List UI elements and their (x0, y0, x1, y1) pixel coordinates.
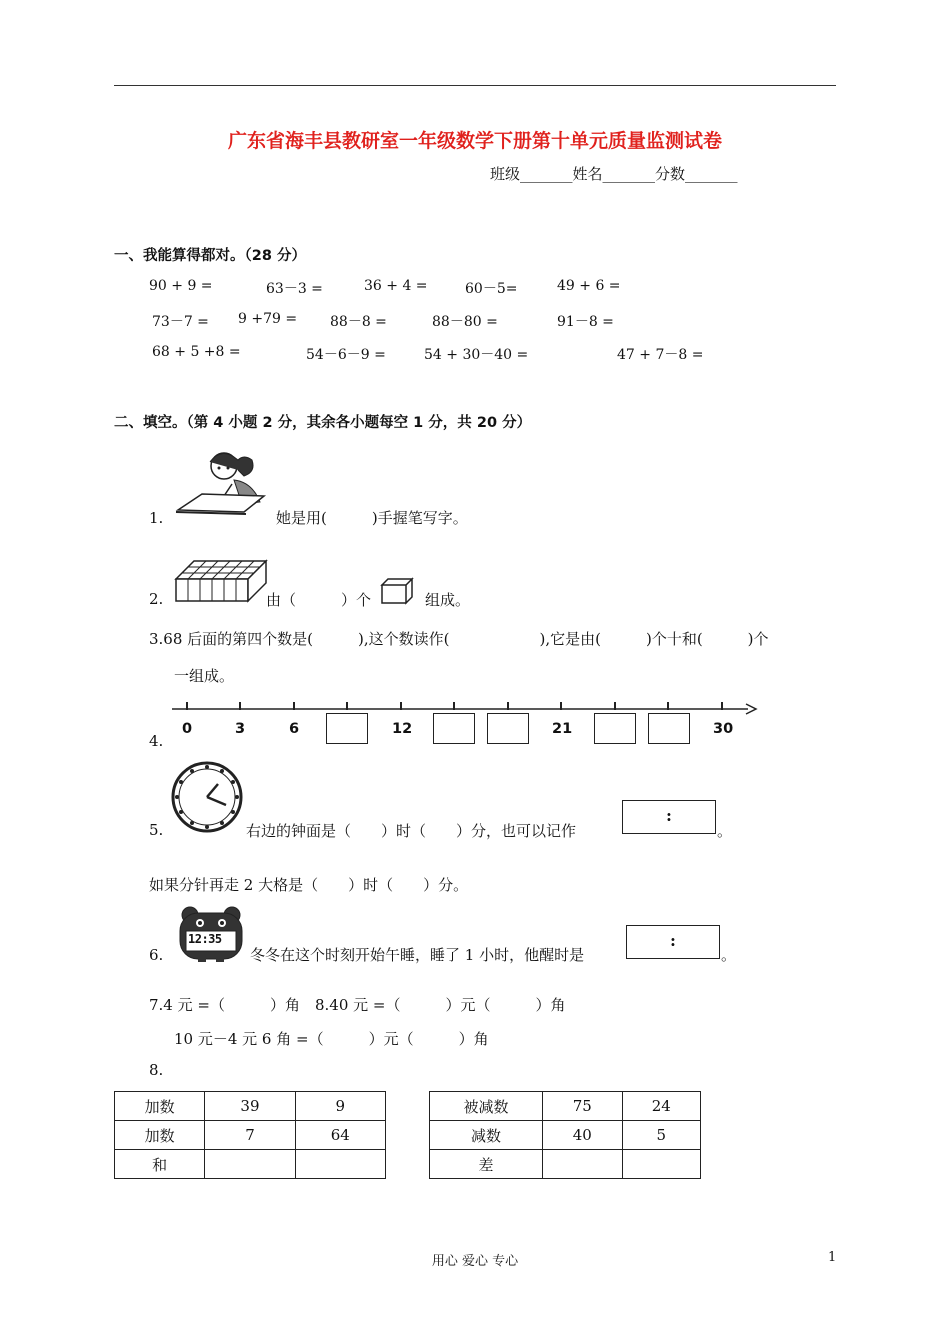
time-colon: : (666, 806, 672, 825)
digital-clock-time: 12:35 (188, 932, 222, 946)
number-line-answer-box[interactable] (487, 713, 529, 744)
number-line-answer-box[interactable] (594, 713, 636, 744)
number-line-label: 12 (392, 721, 413, 737)
q5-number: 5. (149, 821, 164, 839)
q7-line2: 10 元－4 元 6 角 =（ ）元（ ）角 (174, 1030, 489, 1048)
student-info-fields: 班级_______姓名_______分数_______ (490, 165, 738, 183)
table-cell: 24 (622, 1092, 700, 1121)
table-cell: 9 (295, 1092, 385, 1121)
page-title: 广东省海丰县教研室一年级数学下册第十单元质量监测试卷 (227, 130, 722, 152)
calc-item: 90 + 9 = (149, 278, 213, 294)
number-line-answer-box[interactable] (433, 713, 475, 744)
number-line-answer-box[interactable] (326, 713, 368, 744)
number-line-label: 6 (289, 721, 300, 737)
girl-writing-illustration (172, 446, 272, 522)
unit-cube-icon (380, 577, 416, 605)
answer-cell[interactable] (205, 1150, 295, 1179)
time-colon: : (670, 931, 676, 950)
page-number: 1 (828, 1250, 837, 1265)
table-cell: 减数 (430, 1121, 543, 1150)
number-line-label: 21 (552, 721, 573, 737)
q7-line1: 7.4 元 =（ ）角 8.40 元 =（ ）元（ ）角 (149, 996, 566, 1014)
calc-item: 54－6－9 = (306, 347, 386, 363)
table-row (430, 1121, 701, 1150)
table-cell: 差 (430, 1150, 543, 1179)
q2-text-a: 由（ ）个 (266, 591, 372, 609)
calc-item: 91－8 = (557, 314, 614, 330)
calc-item: 9 +79 = (238, 311, 298, 327)
calc-item: 88－8 = (330, 314, 387, 330)
q2-text-b: 组成。 (425, 591, 471, 609)
answer-cell[interactable] (543, 1150, 622, 1179)
calc-item: 68 + 5 +8 = (152, 344, 241, 360)
table-row (115, 1092, 386, 1121)
q5-time-box[interactable] (622, 800, 716, 834)
section2-heading: 二、填空。（第 4 小题 2 分，其余各小题每空 1 分，共 20 分） (114, 415, 532, 431)
cube-block-illustration (172, 557, 268, 605)
table-cell: 加数 (115, 1121, 205, 1150)
q5-period: 。 (717, 822, 733, 840)
addition-table (114, 1091, 386, 1179)
section1-heading: 一、我能算得都对。（28 分） (114, 248, 306, 264)
calc-item: 47 + 7－8 = (617, 347, 704, 363)
table-row (430, 1150, 701, 1179)
calc-item: 88－80 = (432, 314, 498, 330)
table-cell: 40 (543, 1121, 622, 1150)
subtraction-table (429, 1091, 701, 1179)
q1-number: 1. (149, 509, 164, 527)
q2-number: 2. (149, 590, 164, 608)
number-line-label: 0 (182, 721, 193, 737)
calc-item: 60－5= (465, 281, 518, 297)
q1-text: 她是用( )手握笔写字。 (276, 509, 468, 527)
q3-line1: 3.68 后面的第四个数是( ),这个数读作( ),它是由( )个十和( )个 (149, 630, 769, 648)
page-footer: 用心 爱心 专心 (431, 1254, 519, 1269)
q3-line2: 一组成。 (174, 667, 235, 685)
calc-item: 63－3 = (266, 281, 323, 297)
q8-number: 8. (149, 1061, 164, 1079)
calc-item: 49 + 6 = (557, 278, 621, 294)
top-rule (114, 85, 836, 86)
table-cell: 和 (115, 1150, 205, 1179)
table-row (430, 1092, 701, 1121)
table-cell: 被减数 (430, 1092, 543, 1121)
calc-item: 54 + 30－40 = (424, 347, 529, 363)
table-cell: 75 (543, 1092, 622, 1121)
table-cell: 64 (295, 1121, 385, 1150)
analog-clock-icon (170, 760, 244, 834)
q6-time-box[interactable] (626, 925, 720, 959)
table-cell: 5 (622, 1121, 700, 1150)
table-cell: 7 (205, 1121, 295, 1150)
answer-cell[interactable] (295, 1150, 385, 1179)
number-line-label: 3 (235, 721, 246, 737)
q6-number: 6. (149, 946, 164, 964)
calc-item: 73－7 = (152, 314, 209, 330)
table-cell: 加数 (115, 1092, 205, 1121)
q5-line2: 如果分针再走 2 大格是（ ）时（ ）分。 (149, 876, 469, 894)
q4-number: 4. (149, 732, 164, 750)
table-row (115, 1150, 386, 1179)
q5-text: 右边的钟面是（ ）时（ ）分，也可以记作 (246, 822, 577, 840)
q6-text: 冬冬在这个时刻开始午睡，睡了 1 小时，他醒时是 (250, 946, 585, 964)
q6-period: 。 (721, 946, 737, 964)
table-cell: 39 (205, 1092, 295, 1121)
table-row (115, 1121, 386, 1150)
calc-item: 36 + 4 = (364, 278, 428, 294)
number-line-answer-box[interactable] (648, 713, 690, 744)
number-line-label: 30 (713, 721, 734, 737)
answer-cell[interactable] (622, 1150, 700, 1179)
